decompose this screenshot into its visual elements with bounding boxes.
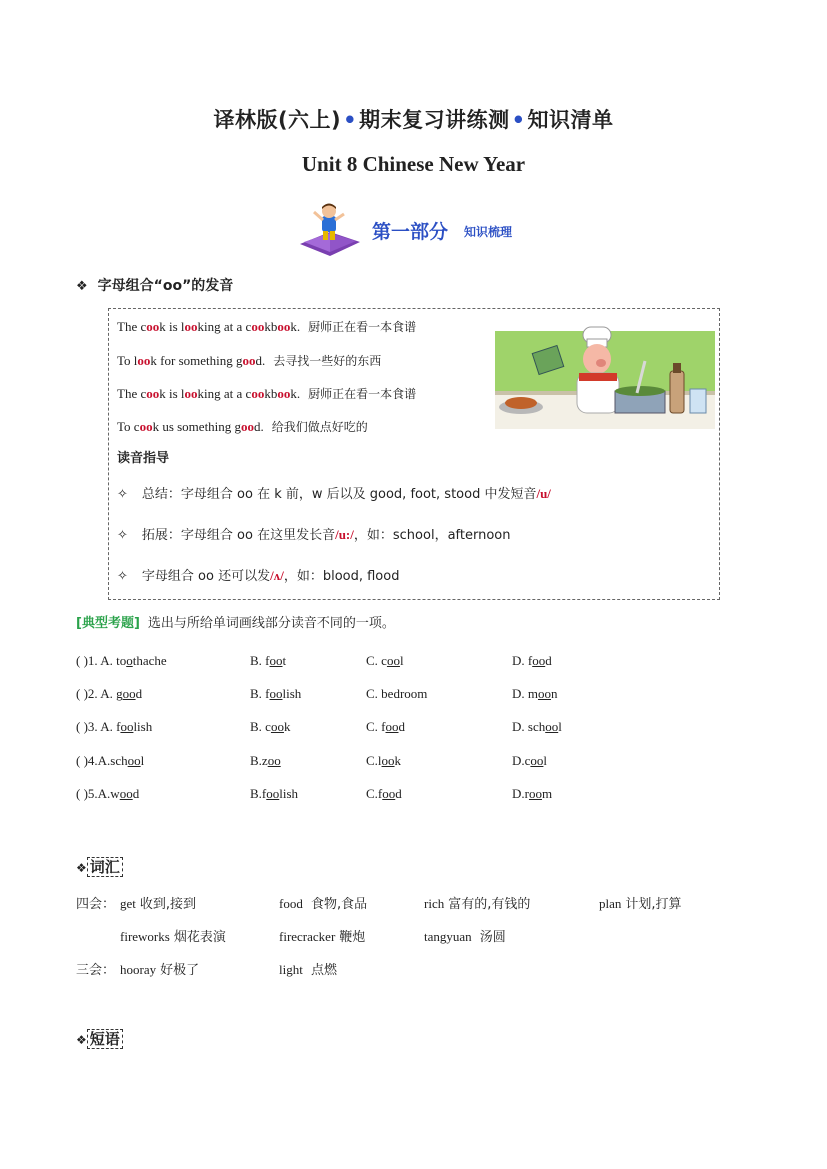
- section-heading-oo: [76, 275, 233, 295]
- vocab-item: firecracker 鞭炮: [279, 929, 366, 945]
- sparkle-bullet-icon: ✧: [117, 528, 128, 543]
- option-c: C. food: [366, 719, 405, 734]
- tip-line: [117, 524, 510, 543]
- exercise-tag: [典型考题]: [76, 616, 140, 631]
- chef-cooking-illustration: [495, 321, 715, 429]
- option-d: D. school: [512, 719, 562, 734]
- diamond-bullet-icon: ❖: [76, 861, 87, 875]
- phrases-heading-text: 短语: [87, 1029, 123, 1049]
- tip-text: 字母组合 oo 还可以发: [141, 569, 271, 584]
- question-number: ( )5.A.: [76, 786, 111, 801]
- vocab-item: plan 计划,打算: [599, 896, 682, 912]
- option-b: B. cook: [250, 719, 291, 734]
- exercise-heading: [76, 612, 395, 631]
- option-c: C.food: [366, 786, 402, 801]
- tip-phonetic: /u:/: [335, 527, 354, 542]
- rhyme-translation: 厨师正在看一本食谱: [308, 387, 417, 401]
- question-number: ( )1. A.: [76, 653, 117, 668]
- tip-phonetic: /ʌ/: [270, 568, 284, 583]
- diamond-bullet-icon: ❖: [76, 279, 88, 294]
- rhyme-line: To look for something good. 去寻找一些好的东西: [117, 353, 382, 368]
- rhyme-translation: 厨师正在看一本食谱: [308, 320, 417, 334]
- reading-kid-icon: [296, 202, 366, 258]
- four-skill-label: 四会：: [76, 897, 116, 912]
- title-part-checklist: 知识清单: [527, 108, 614, 132]
- diamond-bullet-icon: ❖: [76, 1033, 87, 1047]
- part-subtitle: 知识梳理: [464, 225, 513, 239]
- question-row: ( )5.A.wood: [76, 786, 140, 801]
- phrases-heading: [76, 1028, 123, 1049]
- part-title: 第一部分: [372, 221, 449, 243]
- section-heading-text: 字母组合“oo”的发音: [97, 278, 234, 294]
- option-b: B.foolish: [250, 786, 299, 801]
- tip-text: 总结：字母组合 oo 在 k 前，w 后以及 good, foot, stood 中发短音: [141, 487, 537, 502]
- title-part-review: 期末复习讲练测: [359, 108, 510, 132]
- title-separator: •: [511, 108, 526, 132]
- sparkle-bullet-icon: ✧: [117, 487, 128, 502]
- rhyme-translation: 去寻找一些好的东西: [273, 354, 382, 368]
- vocab-item: hooray 好极了: [120, 962, 200, 978]
- document-title: [0, 104, 827, 134]
- question-row: ( )1. A. toothache: [76, 653, 167, 668]
- three-skill-label: 三会：: [76, 963, 116, 978]
- vocab-heading-text: 词汇: [87, 857, 123, 877]
- rhyme-line: The cook is looking at a cookbook. 厨师正在看一本食谱: [117, 386, 417, 401]
- tip-phonetic: /u/: [536, 486, 551, 501]
- question-number: ( )2. A.: [76, 686, 117, 701]
- vocab-item: light 点燃: [279, 962, 337, 978]
- title-part-edition: 译林版(六上): [213, 108, 342, 132]
- option-d: D.cool: [512, 753, 548, 768]
- option-d: D. food: [512, 653, 552, 668]
- vocab-item: fireworks 烟花表演: [120, 929, 226, 945]
- question-row: ( )4.A.school: [76, 753, 145, 768]
- exercise-instruction: 选出与所给单词画线部分读音不同的一项。: [147, 616, 395, 631]
- option-b: B. foot: [250, 653, 287, 668]
- part-banner: [296, 202, 556, 258]
- tip-text: ，如：school，afternoon: [353, 528, 511, 543]
- question-row: ( )3. A. foolish: [76, 719, 153, 734]
- question-number: ( )4.A.: [76, 753, 111, 768]
- option-d: D.room: [512, 786, 553, 801]
- question-number: ( )3. A.: [76, 719, 117, 734]
- tip-text: 拓展：字母组合 oo 在这里发长音: [141, 528, 336, 543]
- option-c: C. cool: [366, 653, 404, 668]
- option-c: C.look: [366, 753, 402, 768]
- sparkle-bullet-icon: ✧: [117, 569, 128, 584]
- option-b: B.zoo: [250, 753, 281, 768]
- vocab-heading: [76, 856, 123, 877]
- option-b: B. foolish: [250, 686, 302, 701]
- tip-line: [117, 565, 399, 584]
- rhyme-box: [108, 308, 720, 600]
- question-row: ( )2. A. good: [76, 686, 143, 701]
- unit-title: Unit 8 Chinese New Year: [301, 152, 526, 176]
- vocab-item: tangyuan 汤圆: [424, 929, 506, 945]
- guide-label: 读音指导: [117, 451, 170, 466]
- title-separator: •: [343, 108, 358, 132]
- option-c: C. bedroom: [366, 686, 428, 701]
- vocab-item: get 收到,接到: [120, 896, 197, 912]
- vocab-item: food 食物,食品: [279, 896, 368, 912]
- option-d: D. moon: [512, 686, 558, 701]
- vocab-item: rich 富有的,有钱的: [424, 896, 531, 912]
- rhyme-line: The cook is looking at a cookbook. 厨师正在看一本食谱: [117, 319, 417, 334]
- rhyme-line: To cook us something good. 给我们做点好吃的: [117, 419, 368, 434]
- tip-line: [117, 483, 551, 502]
- rhyme-translation: 给我们做点好吃的: [271, 420, 368, 434]
- tip-text: ，如：blood, flood: [283, 569, 400, 584]
